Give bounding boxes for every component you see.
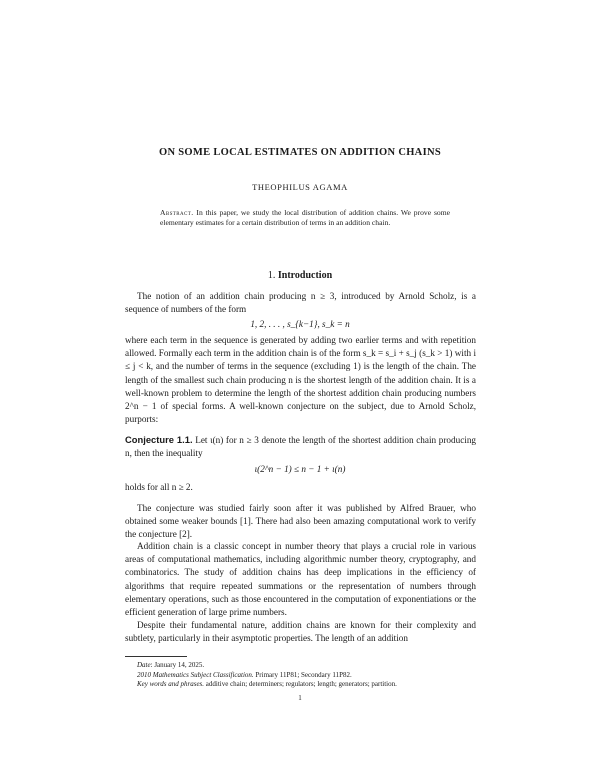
- intro-paragraph-2: where each term in the sequence is generated by adding two earlier terms and with repetition allowed. Formally each term in the addition chain is of the form s_k = s_i + s_j (s_k > 1) with i ≤ j < k, and the number of terms in the sequence (excluding 1) is the length of the chain. The length of the smallest such chain producing n is the shortest length of the addition chain. It is a well-known problem to determine the length of the shortest addition chain producing numbers 2^n − 1 of special forms. A well-known conjecture on the subject, due to Arnold Scholz, purports:: [125, 335, 476, 425]
- footnote-date: Date: January 14, 2025.: [137, 661, 205, 669]
- abstract-label: Abstract.: [160, 208, 194, 217]
- footnote-date-value: January 14, 2025.: [154, 661, 205, 669]
- footnote-date-label: Date: [137, 661, 151, 669]
- conjecture-block: [125, 433, 476, 460]
- footnote-rule: [125, 656, 187, 657]
- conjecture-text: Let ι(n) for n ≥ 3 denote the length of the shortest addition chain producing n, then the inequality: [125, 435, 477, 459]
- footnote-keywords: [125, 680, 476, 690]
- intro-paragraph-5: Despite their fundamental nature, addition chains are known for their complexity and subtlety, particularly in their asymptotic properties. The length of an addition: [125, 620, 476, 644]
- intro-paragraph-4: Addition chain is a classic concept in number theory that plays a crucial role in various areas of computational mathematics, including algorithmic number theory, cryptography, and combinatorics. The study of addition chains has deep implications in the efficiency of algorithms that require repeated summations or the representation of numbers through elementary operations, such as those encountered in the computation of exponentiations or the efficient generation of large prime numbers.: [125, 541, 476, 618]
- footnote-keywords-value: additive chain; determiners; regulators; length; generators; partition.: [205, 680, 397, 689]
- footnotes: [125, 661, 476, 690]
- footnote-msc-value: Primary 11P81; Secondary 11P82.: [255, 670, 352, 679]
- abstract-text: In this paper, we study the local distribution of addition chains. We prove some elementary estimates for a certain distribution of terms in an addition chain.: [160, 208, 450, 228]
- paper-title: ON SOME LOCAL ESTIMATES ON ADDITION CHAINS: [159, 147, 441, 158]
- intro-paragraph-3: The conjecture was studied fairly soon after it was published by Alfred Brauer, who obtained some weaker bounds [1]. There had also been amazing computational work to verify the conjecture [2].: [125, 503, 476, 540]
- conjecture-label: Conjecture 1.1.: [125, 434, 193, 445]
- footnote-keywords-label: Key words and phrases.: [137, 680, 205, 689]
- footnote-msc: [125, 671, 476, 681]
- section-heading: [0, 270, 600, 281]
- abstract: [160, 208, 450, 229]
- footnote-msc-label: 2010 Mathematics Subject Classification.: [137, 670, 254, 679]
- display-equation-conjecture: ι(2^n − 1) ≤ n − 1 + ι(n): [254, 464, 346, 474]
- conjecture-holds-line: holds for all n ≥ 2.: [125, 482, 193, 492]
- section-title: Introduction: [277, 270, 333, 281]
- section-number: 1.: [267, 270, 276, 281]
- page-number: 1: [298, 694, 302, 702]
- intro-paragraph-1: The notion of an addition chain producing n ≥ 3, introduced by Arnold Scholz, is a sequence of numbers of the form: [125, 291, 476, 315]
- paper-author: THEOPHILUS AGAMA: [252, 182, 348, 192]
- display-equation-chain: 1, 2, . . . , s_{k−1}, s_k = n: [250, 319, 350, 329]
